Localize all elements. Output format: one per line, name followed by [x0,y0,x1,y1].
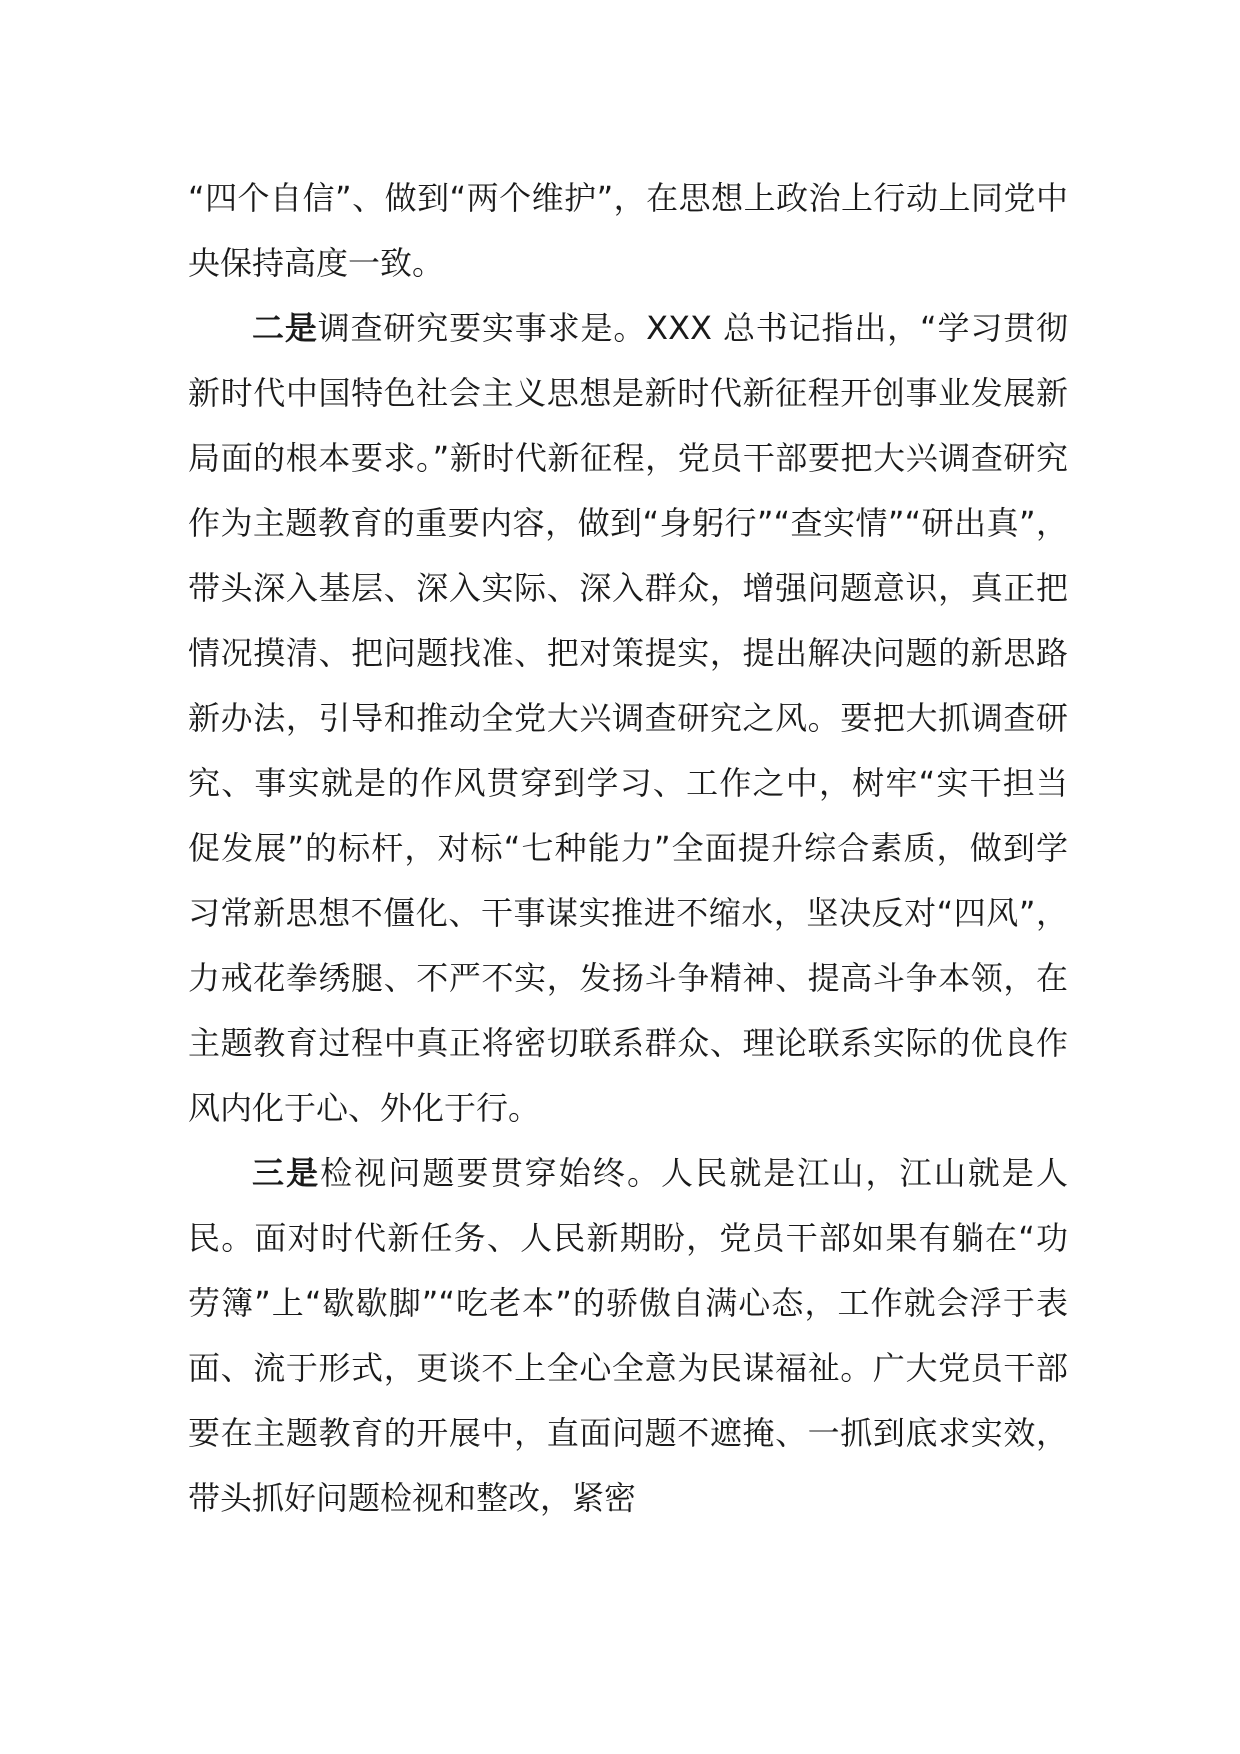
paragraph-3-text: 检视问题要贯穿始终。人民就是江山，江山就是人民。面对时代新任务、人民新期盼，党员干部如果有躺在“功劳簿”上“歇歇脚”“吃老本”的骄傲自满心态，工作就会浮于表面、流于形式，更谈不上全心全意为民谋福祉。广大党员干部要在主题教育的开展中，直面问题不遮掩、一抓到底求实效，带头抓好问题检视和整改，紧密 [188,1154,1068,1517]
paragraph-2-text: 调查研究要实事求是。XXX 总书记指出，“学习贯彻新时代中国特色社会主义思想是新时代新征程开创事业发展新局面的根本要求。”新时代新征程，党员干部要把大兴调查研究作为主题教育的重要内容，做到“身躬行”“查实情”“研出真”，带头深入基层、深入实际、深入群众，增强问题意识，真正把情况摸清、把问题找准、把对策提实，提出解决问题的新思路新办法，引导和推动全党大兴调查研究之风。要把大抓调查研究、事实就是的作风贯穿到学习、工作之中，树牢“实干担当促发展”的标杆，对标“七种能力”全面提升综合素质，做到学习常新思想不僵化、干事谋实推进不缩水，坚决反对“四风”，力戒花拳绣腿、不严不实，发扬斗争精神、提高斗争本领，在主题教育过程中真正将密切联系群众、理论联系实际的优良作风内化于心、外化于行。 [188,309,1068,1127]
body-text [188,166,1068,1531]
paragraph-2 [188,296,1068,1141]
paragraph-1 [188,166,1068,296]
paragraph-3-lead: 三是 [252,1154,321,1192]
paragraph-1-text: “四个自信”、做到“两个维护”，在思想上政治上行动上同党中央保持高度一致。 [188,179,1068,282]
paragraph-3 [188,1141,1068,1531]
paragraph-2-lead: 二是 [252,309,318,347]
